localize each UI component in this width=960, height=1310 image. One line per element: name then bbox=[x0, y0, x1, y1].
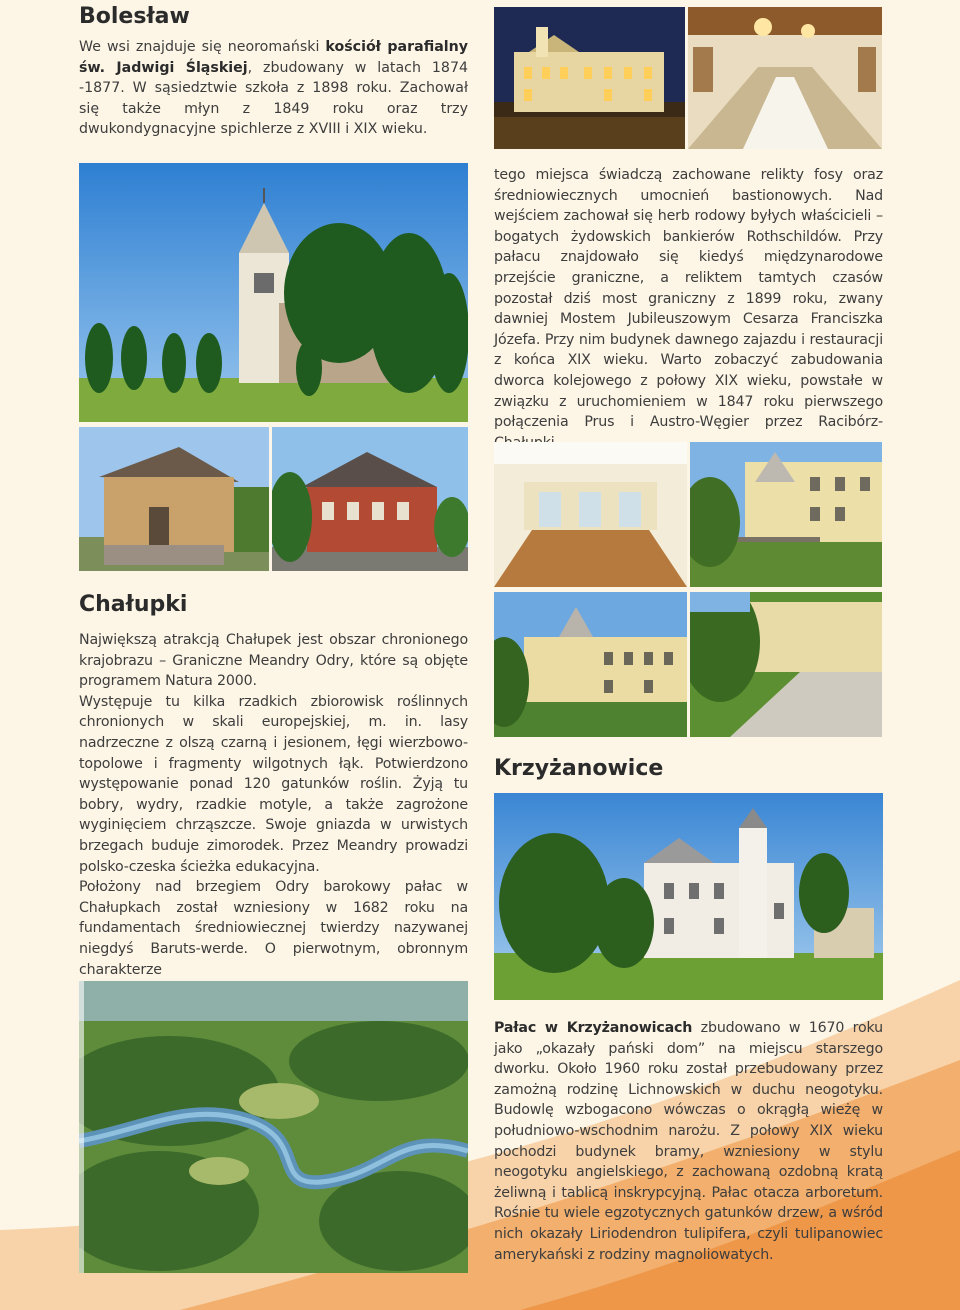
boleslaw-paragraph: We wsi znajduje się neoromański kościół parafialny św. Jadwigi Śląskiej, zbudowany w latach 1874 -1877. W sąsiedztwie szkoła z 1898 roku. Zachował się także młyn z 1849 roku oraz trzy dwukondygnacyjne spichlerze z XVIII i XIX wieku. bbox=[79, 39, 469, 138]
section-title-chalupki: Chałupki bbox=[79, 592, 188, 617]
photo-palace-bridge bbox=[690, 442, 882, 587]
photo-brick-school bbox=[272, 427, 468, 571]
photo-palace-path bbox=[690, 592, 882, 737]
section-title-krzyzanowice: Krzyżanowice bbox=[494, 756, 664, 781]
chalupki-paragraph-3: Położony nad brzegiem Odry barokowy pałac w Chałupkach został wzniesiony w 1682 roku na fundamentach średniowiecznej twierdzy nazywanej niegdyś Baruts-werde. O pierwotnym, obronnym charakterze bbox=[79, 879, 468, 978]
photo-banquet-hall bbox=[688, 7, 882, 149]
chalupki-paragraph-2: Występuje tu kilka rzadkich zbiorowisk roślinnych chronionych w skali europejskiej, m. in. lasy nadrzeczne z olszą czarną i jesionem, łęgi wierzbowo-topolowe i fragmenty wilgotnych łąk. Potwierdzono występowanie ponad 120 gatunków roślin. Żyją tu bobry, wydry, rzadkie motyle, a także zagrożone wyginięciem chrząszcze. Swoje gniazda w urwistych brzegach buduje zimorodek. Przez Meandry prowadzi polsko-czeska ścieżka edukacyjna. bbox=[79, 693, 468, 875]
photo-krzyzanowice-palace bbox=[494, 793, 883, 1000]
chalupki-text-column bbox=[79, 630, 468, 980]
krzyzanowice-paragraph: Pałac w Krzyżanowicach zbudowano w 1670 roku jako „okazały pański dom” na miejscu starszego dworku. Około 1960 roku został przebudowany przez zamożną rodzinę Lichnowskich w duchu neogotyku. Budowlę wzbogacono wówczas o okrągłą wieżę w południowo-wschodnim narożu. Z połowy XIX wieku pochodzi budynek bramy, wzniesiony w stylu neogotyku angielskiego, z zachowaną ozdobną kratą żeliwną i tablicą inskrypcyjną. Pałac otacza arboretum. Rośnie tu wiele egzotycznych gatunków drzew, a wśród nich okazały Liriodendron tulipifera, czyli tulipanowiec amerykański z rodziny magnoliowatych. bbox=[494, 1020, 883, 1263]
photo-palace-night bbox=[494, 7, 685, 149]
photo-old-mill bbox=[79, 427, 269, 571]
section-title-boleslaw: Bolesław bbox=[79, 4, 190, 29]
photo-church-st-jadwiga bbox=[79, 163, 468, 422]
photo-odra-meanders-aerial bbox=[79, 981, 468, 1273]
photo-ballroom bbox=[494, 442, 687, 587]
chalupki-palace-continued-paragraph: tego miejsca świadczą zachowane relikty fosy oraz średniowiecznych umocnień bastionowych. Nad wejściem zachował się herb rodowy byłych właścicieli – bogatych żydowskich bankierów Rothschildów. Przy pałacu znajdowało się kiedyś międzynarodowe przejście graniczne, a reliktem tamtych czasów pozostał dziś most graniczny z 1899 roku, zwany dawniej Mostem Jubileuszowym Cesarza Franciszka Józefa. Przy nim budynek dawnego zajazdu i restauracji z końca XIX wieku. Warto zobaczyć zabudowania dworca kolejowego z połowy XIX wieku, powstałe w związku z uruchomieniem w 1847 roku pierwszego połączenia Prus i Austro-Węgier przez Racibórz- bbox=[494, 167, 883, 431]
photo-chalupki-palace bbox=[494, 592, 687, 737]
chalupki-paragraph-1: Największą atrakcją Chałupek jest obszar chronionego krajobrazu – Graniczne Meandry Odry, które są objęte programem Natura 2000. bbox=[79, 632, 468, 690]
